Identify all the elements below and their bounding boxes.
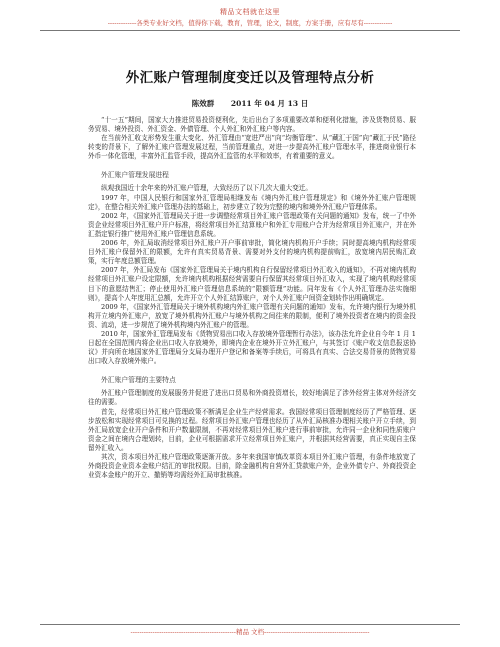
header-top-line: 精品文档就在这里	[220, 8, 280, 16]
section-paragraph: 2007 年，外汇局发布《国家外汇管理局关于境内机构自行保留经常项目外汇收入的通知》，不再对境内机构经常项目外汇账户设定限额，允许境内机构根据经营需要自行保留其经常项目外汇收入，实现了境内机构经常项目下的意愿结售汇；停止使用外汇账户管理信息系统的“限额管理”功能。同年发布《个人外汇管理办法实施细则》，提高个人年度用汇总额，允许开立个人外汇结算账户，对个人外汇账户间资金划转作出明确规定。	[88, 266, 416, 302]
article-title: 外汇账户管理制度变迁以及管理特点分析	[125, 70, 375, 86]
section-paragraph: 其次，资本项目外汇账户管理政策逐渐开放。多年来我国审慎改革资本项目外汇账户管理，有条件地放宽了外商投资企业资本金账户结汇的审批权限。目前，除金融机构自营外汇贷款账户外，企业外债专户、外商投资企业资本金账户的开立、撤销等均需经外汇局审批核准。	[88, 453, 416, 480]
section-paragraph: 首先，经常项目外汇账户管理政策不断满足企业生产经营需求。我国经常项目管理制度经历了严格管理、逐步放松和实现经常项目可兑换的过程。经常项目外汇账户管理也经历了从外汇局核准办理相关账户开立手续，到外汇局放宽企业开户条件和开户数量限制，不再对经常项目外汇账户进行事前审批，允许同一企业和同性质账户资金之间在境内合理划转，目前，企业可根据需求开立经常项目外汇账户，并根据其经营需要，真正实现自主保留外汇收入。	[88, 407, 416, 452]
header-divider	[40, 30, 460, 31]
section-paragraph: 1997 年，中国人民银行和国家外汇管理局相继发布《境内外汇账户管理规定》和《境外外汇账户管理规定》，在整合相关外汇账户管理办法的基础上，初步建立了较为完整的境内和境外外汇账户管理体系。	[88, 193, 416, 211]
section-heading: 外汇账户管理的主要特点	[101, 376, 176, 385]
article-meta	[0, 98, 500, 109]
section-paragraph: 纵观我国近十余年来的外汇账户管理，大致经历了以下几次大重大变迁。	[101, 184, 312, 193]
section-paragraph: 2006 年，外汇局取消经常项目外汇账户开户事前审批，简化境内机构开户手续；同时提高境内机构经常项目外汇账户保留外汇的限额，允许有真实贸易背景、需要对外支付的境内机构提前购汇，放宽境内居民购汇政策，实行年度总额管理。	[88, 239, 416, 266]
section-paragraph: 2010 年，国家外汇管理局发布《货物贸易出口收入存放境外管理暂行办法》，该办法允许企业自今年 1 月 1 日起在全国范围内将企业出口收入存放境外，即境内企业在境外开立外汇账户，与其签订《账户收支信息报送协议》并向所在地国家外汇管理局分支局办理开户登记和备案等手续后，可将具有真实、合法交易背景的货物贸易出口收入存放境外账户。	[88, 329, 416, 366]
article-body	[88, 116, 416, 480]
section-heading: 外汇账户管理发展进程	[101, 171, 169, 180]
publish-date: 2011 年 04 月 13 日	[230, 99, 309, 108]
intro-paragraph: 在当前外汇收支形势发生重大变化、外汇管理由“宽进严出”向“均衡管理”、从“藏汇于国”向“藏汇于民”路径转变的背景下，了解外汇账户管理发展过程，当前管理重点，对进一步提高外汇账户管理水平，推进商业银行本外币一体化管理，丰富外汇监管手段，提高外汇监管的水平和效率，有着重要的意义。	[88, 134, 416, 161]
header-banner: -------------各类专业好文档，值得你下载，教育，管理，论文，制度，方案手册，应有尽有-------------	[107, 19, 393, 27]
section-paragraph: 2009 年，《国家外汇管理局关于境外机构境内外汇账户管理有关问题的通知》发布，允许境内银行为境外机构开立境内外汇账户，放宽了境外机构外汇账户与境外机构之间往来的限制，便利了境外投资者在境内的资金投资、流动，进一步规范了境外机构境内外汇账户的管理。	[88, 302, 416, 329]
footer-banner: ------------------------------------------------精品 文档------------------------------------------------	[130, 628, 370, 636]
author-name: 陈效群	[191, 99, 215, 108]
intro-paragraph: “十一五”期间，国家大力推进贸易投资便利化，先后出台了多项重要改革和便利化措施，涉及货物贸易、服务贸易、境外投资、外汇资金、外债管理、个人外汇和外汇账户等内容。	[88, 116, 416, 134]
section-paragraph: 外汇账户管理制度的发展服务并促进了进出口贸易和外商投资增长，较好地满足了涉外经营主体对外经济交往的需要。	[88, 389, 416, 407]
section-paragraph: 2002 年，《国家外汇管理局关于进一步调整经常项目外汇账户管理政策有关问题的通知》发布，统一了中外资企业经常项目外汇账户开户标准，将经常项目外汇结算账户和外汇专用账户合并为经常项目外汇账户，并在外汇指定银行推广使用外汇账户管理信息系统。	[88, 211, 416, 238]
footer-divider	[40, 624, 460, 625]
